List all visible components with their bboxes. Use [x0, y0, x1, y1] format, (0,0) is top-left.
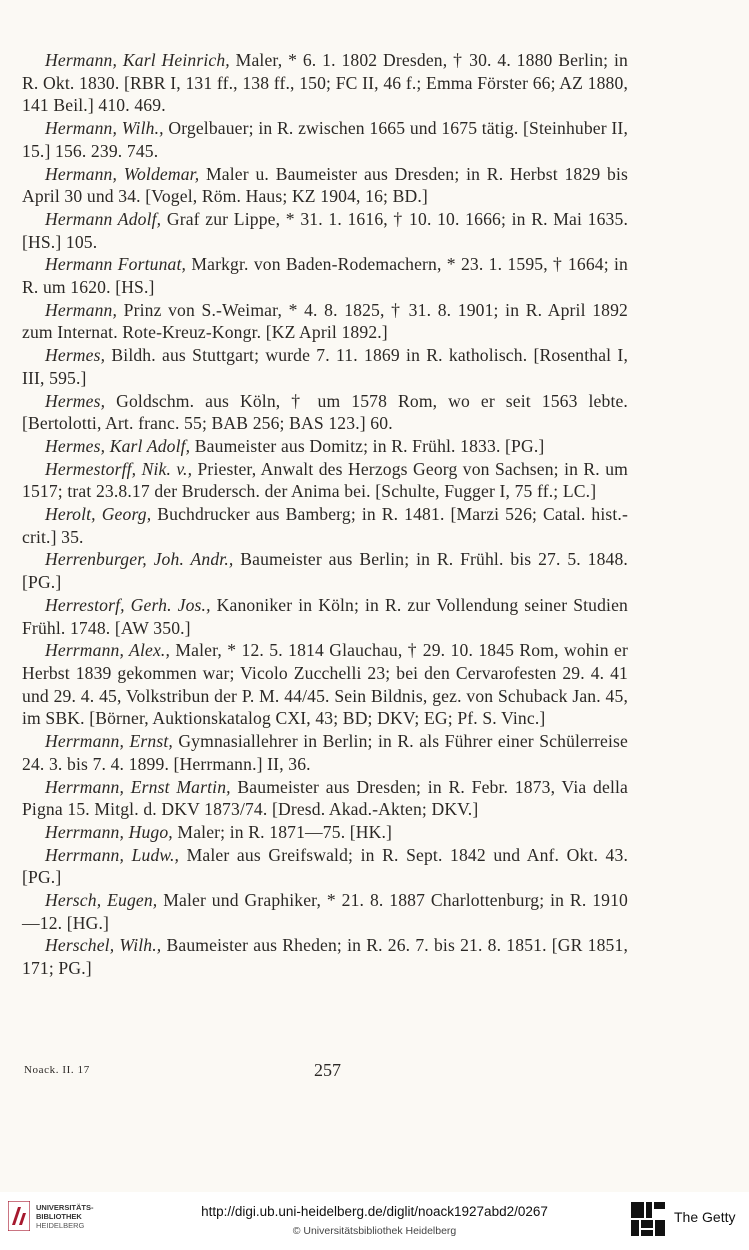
entry-name: Hermes, Karl Adolf, [45, 435, 191, 456]
entry-name: Hermann, Wilh., [45, 118, 164, 139]
permalink-url[interactable]: http://digi.ub.uni-heidelberg.de/diglit/noack1927abd2/0267 [201, 1204, 548, 1219]
entry [22, 344, 628, 389]
entry [22, 49, 628, 117]
entry [22, 390, 628, 435]
entry-text: Maler aus Greifswald; in R. Sept. 1842 und Anf. Okt. 43. [PG.] [22, 844, 628, 888]
entry-text: Gymnasiallehrer in Berlin; in R. als Führer einer Schülerreise 24. 3. bis 7. 4. 1899. [Herrmann.] II, 36. [22, 731, 628, 774]
entry-name: Herrmann, Ludw., [45, 844, 180, 865]
entry-text: Baumeister aus Domitz; in R. Frühl. 1833. [PG.] [190, 435, 545, 456]
entry-text: Priester, Anwalt des Herzogs Georg von Sachsen; in R. um 1517; trat 23.8.17 der Brudersch. der Anima bei. [Schulte, Fugger I, 75 ff.; LC.] [22, 458, 629, 502]
entry-list [22, 49, 628, 980]
entry-name: Herrestorf, Gerh. Jos., [45, 594, 211, 615]
entry-name: Herrmann, Hugo, [45, 821, 173, 842]
entry-name: Herrenburger, Joh. Andr., [45, 549, 234, 570]
entry-name: Hermes, [45, 390, 106, 411]
entry [22, 208, 628, 253]
entry-name: Herrmann, Alex., [45, 640, 171, 661]
entry [22, 117, 628, 162]
entry-name: Hermann, Woldemar, [45, 163, 200, 184]
entry [22, 844, 628, 889]
entry-name: Hermestorff, Nik. v., [45, 458, 193, 479]
entry [22, 776, 628, 821]
signature-mark: Noack. II. 17 [24, 1064, 90, 1076]
entry [22, 639, 628, 730]
entry-text: Baumeister aus Dresden; in R. Febr. 1873, Via della Pigna 15. Mitgl. d. DKV 1873/74. [Dresd. Akad.-Akten; DKV.] [22, 776, 628, 820]
entry [22, 821, 628, 844]
entry-text: Goldschm. aus Köln, † um 1578 Rom, wo er seit 1563 lebte. [Bertolotti, Art. franc. 55; BAB 256; BAS 123.] 60. [22, 390, 628, 434]
library-name-line3: HEIDELBERG [36, 1221, 85, 1230]
entry [22, 934, 628, 979]
entry-text: Baumeister aus Rheden; in R. 26. 7. bis 21. 8. 1851. [GR 1851, 171; PG.] [22, 935, 628, 979]
entry-name: Hermann, Karl Heinrich, [45, 50, 230, 70]
entry-text: Maler und Graphiker, * 21. 8. 1887 Charlottenburg; in R. 1910—12. [HG.] [22, 890, 628, 933]
entry-text: Maler; in R. 1871—75. [HK.] [172, 821, 393, 842]
getty-logo-icon [630, 1200, 666, 1238]
entry-text: Baumeister aus Berlin; in R. Frühl. bis 27. 5. 1848. [PG.] [22, 549, 628, 593]
entry-name: Hermann, [45, 299, 118, 320]
entry-text: Orgelbauer; in R. zwischen 1665 und 1675 tätig. [Steinhuber II, 15.] 156. 239. 745. [22, 118, 628, 161]
entry-text: Bildh. aus Stuttgart; wurde 7. 11. 1869 in R. katholisch. [Rosenthal I, III, 595.] [22, 345, 628, 388]
entry-name: Herschel, Wilh., [45, 935, 162, 956]
entry-text: Prinz von S.-Weimar, * 4. 8. 1825, † 31. 8. 1901; in R. April 1892 zum Internat. Rote-Kreuz-Kongr. [KZ April 1892.] [22, 299, 628, 343]
entry-text: Maler, * 12. 5. 1814 Glauchau, † 29. 10. 1845 Rom, wohin er Herbst 1839 gekommen war; Vicolo Zucchelli 23; bei den Cervarofesten 29. 4. 41 und 29. 4. 45, Volkstribun der P. M. 44/45. Sein Bildnis, gez. von Schuback Jan. 45, im SBK. [Börner, Auktionskatalog CXI, 43; BD; DKV; EG; Pf. S. Vinc.] [22, 640, 628, 729]
entry-text: Maler, * 6. 1. 1802 Dresden, † 30. 4. 1880 Berlin; in R. Okt. 1830. [RBR I, 131 ff., 138 ff., 150; FC II, 46 f.; Emma Förster 66; AZ 1880, 141 Beil.] 410. 469. [22, 50, 628, 116]
entry [22, 889, 628, 934]
entry-text: Buchdrucker aus Bamberg; in R. 1481. [Marzi 526; Catal. hist.-crit.] 35. [22, 504, 628, 547]
entry [22, 503, 628, 548]
entry [22, 548, 628, 593]
entry [22, 730, 628, 775]
page-number: 257 [314, 1060, 341, 1080]
entry-text: Graf zur Lippe, * 31. 1. 1616, † 10. 10. 1666; in R. Mai 1635. [HS.] 105. [22, 208, 628, 252]
entry [22, 253, 628, 298]
entry [22, 458, 628, 503]
library-name-line2: BIBLIOTHEK [36, 1212, 82, 1221]
entry-text: Maler u. Baumeister aus Dresden; in R. Herbst 1829 bis April 30 und 34. [Vogel, Röm. Haus; KZ 1904, 16; BD.] [22, 163, 628, 207]
copyright-notice: © Universitätsbibliothek Heidelberg [292, 1225, 457, 1237]
viewer-bottom-bar [0, 1192, 749, 1250]
entry [22, 163, 628, 208]
entry-text: Markgr. von Baden-Rodemachern, * 23. 1. 1595, † 1664; in R. um 1620. [HS.] [22, 254, 628, 298]
entry-name: Hermes, [45, 345, 106, 366]
entry [22, 594, 628, 639]
entry-name: Hermann Adolf, [45, 208, 162, 229]
entry-name: Herolt, Georg, [45, 504, 152, 525]
entry [22, 299, 628, 344]
entry-name: Hersch, Eugen, [45, 890, 158, 911]
entry-name: Hermann Fortunat, [45, 254, 187, 275]
entry-name: Herrmann, Ernst Martin, [45, 776, 231, 797]
entry-text: Kanoniker in Köln; in R. zur Vollendung seiner Studien Frühl. 1748. [AW 350.] [22, 594, 628, 638]
entry [22, 435, 628, 458]
partner-name: The Getty [674, 1209, 736, 1225]
library-name-line1: UNIVERSITÄTS- [36, 1203, 94, 1212]
entry-name: Herrmann, Ernst, [45, 731, 173, 752]
